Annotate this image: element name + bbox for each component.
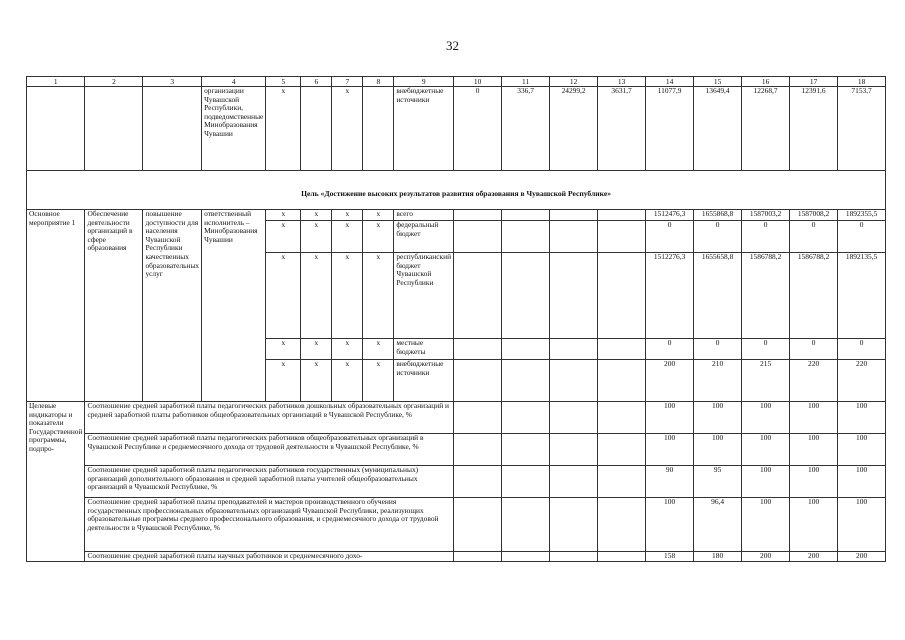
value-cell: 100 — [646, 434, 694, 466]
value-cell: 220 — [790, 360, 838, 402]
value-cell: 100 — [646, 498, 694, 552]
value-cell: 0 — [838, 339, 886, 360]
value-cell: 1586788,2 — [742, 253, 790, 339]
indicator-text: Соотношение средней заработной платы научных работников и среднемесячного дохо- — [85, 552, 454, 562]
value-cell: 12391,6 — [790, 87, 838, 171]
header-cell: 1 — [27, 77, 85, 87]
value-cell: 210 — [694, 360, 742, 402]
header-cell: 7 — [332, 77, 363, 87]
indicator-text: Соотношение средней заработной платы педагогических работников государственных (муниципальных) организаций дополнительного образования и средней заработной платы учителей общеобразовательных организаций в Чувашской Республике, % — [85, 466, 454, 498]
value-cell: 11077,9 — [646, 87, 694, 171]
value-cell: 180 — [694, 552, 742, 562]
value-cell: 0 — [454, 87, 502, 171]
mark-cell: x — [332, 87, 363, 171]
value-cell: 100 — [838, 402, 886, 434]
value-cell: 100 — [838, 498, 886, 552]
value-cell: 158 — [646, 552, 694, 562]
header-cell: 4 — [202, 77, 266, 87]
value-cell: 1587003,2 — [742, 210, 790, 221]
event-description: Обеспечение деятельности организаций в сфере образования — [85, 210, 143, 402]
mark-cell: x — [363, 221, 394, 253]
indicator-row — [27, 498, 886, 552]
indicators-label: Целевые индикаторы и показатели Государственной программы, подпро- — [27, 402, 85, 562]
event-executor: ответственный исполнитель – Минобразования Чувашии — [202, 210, 266, 402]
value-cell: 13649,4 — [694, 87, 742, 171]
indicator-row — [27, 402, 886, 434]
mark-cell: x — [266, 253, 301, 339]
source-cell: внебюджетные источники — [394, 360, 454, 402]
value-cell: 1655868,8 — [694, 210, 742, 221]
value-cell: 12268,7 — [742, 87, 790, 171]
header-row — [27, 77, 886, 87]
value-cell: 1512276,3 — [646, 253, 694, 339]
value-cell: 24299,2 — [550, 87, 598, 171]
source-cell: республиканский бюджет Чувашской Республики — [394, 253, 454, 339]
mark-cell: x — [332, 339, 363, 360]
mark-cell: x — [332, 210, 363, 221]
value-cell: 1586788,2 — [790, 253, 838, 339]
value-cell: 0 — [790, 339, 838, 360]
event-title: Основное мероприятие 1 — [27, 210, 85, 402]
mark-cell: x — [363, 253, 394, 339]
value-cell: 1892355,5 — [838, 210, 886, 221]
value-cell: 100 — [790, 402, 838, 434]
header-cell: 12 — [550, 77, 598, 87]
indicator-text: Соотношение средней заработной платы преподавателей и мастеров производственного обучения государственных профессиональных образовательных организаций Чувашской Республики, реализующих образовательные программы среднего профессионального образования, и среднемесячного дохода от трудовой деятельности в Чувашской Республике, % — [85, 498, 454, 552]
value-cell: 100 — [742, 498, 790, 552]
value-cell: 0 — [646, 221, 694, 253]
value-cell: 0 — [742, 221, 790, 253]
value-cell: 0 — [694, 339, 742, 360]
value-cell: 100 — [742, 402, 790, 434]
value-cell: 1587008,2 — [790, 210, 838, 221]
indicator-row — [27, 466, 886, 498]
header-cell: 2 — [85, 77, 143, 87]
page-number: 32 — [446, 38, 459, 53]
event-goal: повышение доступности для населения Чувашской Республики качественных образовательных услуг — [143, 210, 202, 402]
goal-row — [27, 171, 886, 210]
table-row — [27, 210, 886, 221]
value-cell: 95 — [694, 466, 742, 498]
header-cell: 10 — [454, 77, 502, 87]
value-cell: 7153,7 — [838, 87, 886, 171]
mark-cell: x — [301, 339, 332, 360]
indicator-row — [27, 434, 886, 466]
source-cell: внебюджетные источники — [394, 87, 454, 171]
mark-cell: x — [332, 221, 363, 253]
value-cell: 1655658,8 — [694, 253, 742, 339]
mark-cell: x — [266, 360, 301, 402]
source-cell: всего — [394, 210, 454, 221]
value-cell: 96,4 — [694, 498, 742, 552]
header-cell: 8 — [363, 77, 394, 87]
mark-cell: x — [266, 210, 301, 221]
executor-cell: организации Чувашской Республики, подведомственные Минобразования Чувашии — [202, 87, 266, 171]
mark-cell: x — [363, 210, 394, 221]
header-cell: 15 — [694, 77, 742, 87]
value-cell: 220 — [838, 360, 886, 402]
value-cell: 1512476,3 — [646, 210, 694, 221]
value-cell: 100 — [742, 434, 790, 466]
header-cell: 11 — [502, 77, 550, 87]
header-cell: 13 — [598, 77, 646, 87]
value-cell: 100 — [790, 466, 838, 498]
value-cell: 0 — [742, 339, 790, 360]
mark-cell: x — [301, 210, 332, 221]
header-cell: 5 — [266, 77, 301, 87]
value-cell: 90 — [646, 466, 694, 498]
mark-cell: x — [266, 87, 301, 171]
value-cell: 336,7 — [502, 87, 550, 171]
mark-cell: x — [332, 253, 363, 339]
mark-cell: x — [363, 360, 394, 402]
value-cell: 100 — [742, 466, 790, 498]
value-cell: 200 — [646, 360, 694, 402]
value-cell: 215 — [742, 360, 790, 402]
indicator-text: Соотношение средней заработной платы педагогических работников дошкольных образовательных организаций и средней заработной платы работников общеобразовательных организаций в Чувашской Республике, % — [85, 402, 454, 434]
value-cell: 0 — [790, 221, 838, 253]
header-cell: 16 — [742, 77, 790, 87]
value-cell: 100 — [790, 434, 838, 466]
value-cell: 0 — [838, 221, 886, 253]
value-cell: 200 — [742, 552, 790, 562]
budget-table — [26, 76, 886, 562]
value-cell: 100 — [694, 402, 742, 434]
header-cell: 17 — [790, 77, 838, 87]
value-cell: 100 — [646, 402, 694, 434]
value-cell: 100 — [838, 434, 886, 466]
indicator-row — [27, 552, 886, 562]
header-cell: 14 — [646, 77, 694, 87]
header-cell: 18 — [838, 77, 886, 87]
mark-cell: x — [301, 253, 332, 339]
header-cell: 9 — [394, 77, 454, 87]
table-row — [27, 87, 886, 171]
mark-cell: x — [332, 360, 363, 402]
header-cell: 3 — [143, 77, 202, 87]
mark-cell: x — [301, 360, 332, 402]
source-cell: местные бюджеты — [394, 339, 454, 360]
mark-cell: x — [266, 339, 301, 360]
value-cell: 3631,7 — [598, 87, 646, 171]
value-cell: 100 — [838, 466, 886, 498]
value-cell: 100 — [694, 434, 742, 466]
value-cell: 1892135,5 — [838, 253, 886, 339]
source-cell: федеральный бюджет — [394, 221, 454, 253]
value-cell: 100 — [790, 498, 838, 552]
goal-title: Цель «Достижение высоких результатов развития образования в Чувашской Республике» — [27, 171, 886, 210]
mark-cell: x — [301, 221, 332, 253]
value-cell: 200 — [838, 552, 886, 562]
indicator-text: Соотношение средней заработной платы педагогических работников общеобразовательных организаций в Чувашской Республике и среднемесячного дохода от трудовой деятельности в Чувашской Республике, % — [85, 434, 454, 466]
value-cell: 0 — [646, 339, 694, 360]
mark-cell: x — [266, 221, 301, 253]
value-cell: 200 — [790, 552, 838, 562]
header-cell: 6 — [301, 77, 332, 87]
mark-cell: x — [363, 339, 394, 360]
value-cell: 0 — [694, 221, 742, 253]
